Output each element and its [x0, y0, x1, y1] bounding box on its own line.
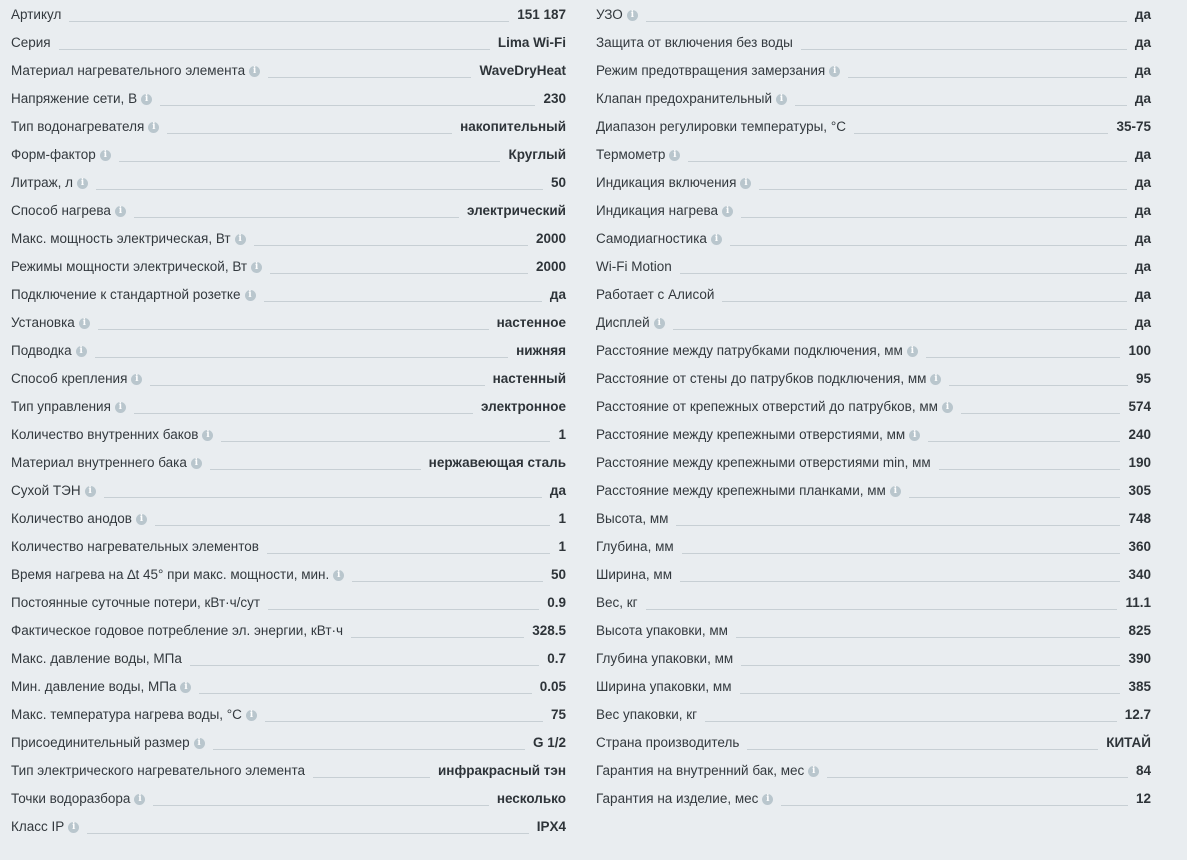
leader-line: [96, 189, 543, 190]
specs-column-right: [596, 0, 1151, 813]
spec-value: 1: [558, 539, 566, 555]
leader-line: [676, 525, 1120, 526]
spec-label: Артикул: [11, 7, 62, 23]
spec-label: Время нагрева на ∆t 45° при макс. мощности, мин.: [11, 567, 330, 583]
spec-row: [596, 477, 1151, 505]
leader-line: [827, 777, 1128, 778]
spec-row: [596, 617, 1151, 645]
spec-row: [596, 29, 1151, 57]
spec-row: [11, 393, 566, 421]
leader-line: [95, 357, 508, 358]
spec-label: Термометр: [596, 147, 666, 163]
spec-label: Защита от включения без воды: [596, 35, 793, 51]
info-icon[interactable]: i: [77, 178, 88, 189]
spec-row: [596, 253, 1151, 281]
spec-row: [11, 1, 566, 29]
leader-line: [351, 637, 524, 638]
spec-label: Материал нагревательного элемента: [11, 63, 246, 79]
spec-value: да: [1134, 175, 1151, 191]
leader-line: [352, 581, 543, 582]
spec-row: [596, 141, 1151, 169]
spec-label: Серия: [11, 35, 51, 51]
spec-value: 360: [1128, 539, 1151, 555]
info-icon[interactable]: i: [79, 318, 90, 329]
info-icon[interactable]: i: [942, 402, 953, 413]
spec-label: Режим предотвращения замерзания: [596, 63, 826, 79]
spec-value: инфракрасный тэн: [438, 763, 566, 779]
spec-value: настенное: [496, 315, 566, 331]
leader-line: [268, 609, 539, 610]
leader-line: [119, 161, 501, 162]
spec-label: Расстояние между крепежными отверстиями min, мм: [596, 455, 931, 471]
leader-line: [199, 693, 531, 694]
info-icon[interactable]: i: [907, 346, 918, 357]
spec-label: Способ нагрева: [11, 203, 111, 219]
spec-label: Макс. давление воды, МПа: [11, 651, 182, 667]
spec-value: да: [1134, 7, 1151, 23]
leader-line: [909, 497, 1121, 498]
leader-line: [265, 721, 543, 722]
leader-line: [254, 245, 528, 246]
spec-value: 340: [1128, 567, 1151, 583]
leader-line: [646, 21, 1127, 22]
spec-row: [11, 645, 566, 673]
leader-line: [759, 189, 1127, 190]
leader-line: [926, 357, 1121, 358]
spec-row: [11, 813, 566, 841]
leader-line: [961, 413, 1121, 414]
spec-row: [11, 617, 566, 645]
info-icon[interactable]: i: [148, 122, 159, 133]
spec-label: Самодиагностика: [596, 231, 707, 247]
spec-label: Установка: [11, 315, 75, 331]
leader-line: [270, 273, 528, 274]
spec-value: 240: [1128, 427, 1151, 443]
info-icon[interactable]: i: [115, 402, 126, 413]
leader-line: [134, 217, 459, 218]
specs-column-left: [11, 0, 566, 841]
spec-value: да: [1134, 91, 1151, 107]
leader-line: [730, 245, 1127, 246]
info-icon[interactable]: i: [141, 94, 152, 105]
spec-value: 95: [1135, 371, 1151, 387]
spec-label: Глубина, мм: [596, 539, 674, 555]
spec-row: [596, 1, 1151, 29]
leader-line: [740, 693, 1121, 694]
leader-line: [741, 217, 1127, 218]
spec-value: 50: [550, 567, 566, 583]
spec-label: Ширина упаковки, мм: [596, 679, 732, 695]
spec-value: 84: [1135, 763, 1151, 779]
info-icon[interactable]: i: [333, 570, 344, 581]
spec-row: [11, 141, 566, 169]
spec-row: [11, 477, 566, 505]
leader-line: [854, 133, 1109, 134]
spec-label: Подключение к стандартной розетке: [11, 287, 241, 303]
spec-row: [11, 365, 566, 393]
spec-row: [596, 589, 1151, 617]
spec-label: Глубина упаковки, мм: [596, 651, 734, 667]
spec-label: Ширина, мм: [596, 567, 672, 583]
spec-label: Присоединительный размер: [11, 735, 190, 751]
spec-row: [11, 505, 566, 533]
spec-label: Индикация нагрева: [596, 203, 719, 219]
info-icon[interactable]: i: [829, 66, 840, 77]
spec-value: Lima Wi-Fi: [497, 35, 566, 51]
leader-line: [688, 161, 1127, 162]
spec-row: [596, 757, 1151, 785]
spec-value: 0.9: [547, 595, 566, 611]
leader-line: [155, 525, 551, 526]
spec-row: [11, 701, 566, 729]
spec-label: Сухой ТЭН: [11, 483, 81, 499]
info-icon[interactable]: i: [131, 374, 142, 385]
spec-row: [596, 421, 1151, 449]
spec-row: [596, 393, 1151, 421]
spec-label: Макс. мощность электрическая, Вт: [11, 231, 231, 247]
info-icon[interactable]: i: [808, 766, 819, 777]
info-icon[interactable]: i: [890, 486, 901, 497]
spec-value: 2000: [535, 231, 566, 247]
spec-value: настенный: [492, 371, 566, 387]
spec-row: [596, 169, 1151, 197]
info-icon[interactable]: i: [909, 430, 920, 441]
info-icon[interactable]: i: [711, 234, 722, 245]
leader-line: [680, 581, 1120, 582]
info-icon[interactable]: i: [68, 822, 79, 833]
spec-label: Расстояние между крепежными отверстиями, мм: [596, 427, 906, 443]
spec-row: [11, 225, 566, 253]
spec-value: Круглый: [508, 147, 566, 163]
spec-row: [11, 337, 566, 365]
spec-row: [596, 225, 1151, 253]
leader-line: [160, 105, 535, 106]
info-icon[interactable]: i: [191, 458, 202, 469]
spec-value: несколько: [496, 791, 566, 807]
spec-label: Макс. температура нагрева воды, °С: [11, 707, 242, 723]
spec-value: электронное: [481, 399, 566, 415]
leader-line: [939, 469, 1121, 470]
info-icon[interactable]: i: [115, 206, 126, 217]
info-icon[interactable]: i: [85, 486, 96, 497]
leader-line: [264, 301, 542, 302]
spec-row: [596, 701, 1151, 729]
spec-value: 390: [1128, 651, 1151, 667]
spec-value: да: [1134, 231, 1151, 247]
spec-label: Тип электрического нагревательного элемента: [11, 763, 306, 779]
info-icon[interactable]: i: [134, 794, 145, 805]
spec-label: Дисплей: [596, 315, 650, 331]
spec-label: УЗО: [596, 7, 623, 23]
spec-label: Работает с Алисой: [596, 287, 715, 303]
info-icon[interactable]: i: [669, 150, 680, 161]
info-icon[interactable]: i: [930, 374, 941, 385]
spec-label: Тип водонагревателя: [11, 119, 145, 135]
leader-line: [69, 21, 509, 22]
spec-value: 35-75: [1116, 119, 1151, 135]
spec-value: да: [1134, 287, 1151, 303]
spec-row: [596, 309, 1151, 337]
info-icon[interactable]: i: [202, 430, 213, 441]
spec-value: 11.1: [1125, 595, 1151, 611]
spec-value: 190: [1128, 455, 1151, 471]
spec-row: [11, 113, 566, 141]
spec-row: [11, 449, 566, 477]
spec-value: 12.7: [1124, 707, 1151, 723]
spec-row: [596, 365, 1151, 393]
spec-label: Вес, кг: [596, 595, 638, 611]
spec-label: Расстояние от крепежных отверстий до патрубков, мм: [596, 399, 938, 415]
leader-line: [741, 665, 1120, 666]
spec-label: Материал внутреннего бака: [11, 455, 187, 471]
leader-line: [680, 273, 1127, 274]
spec-value: накопительный: [460, 119, 566, 135]
info-icon[interactable]: i: [76, 346, 87, 357]
spec-value: WaveDryHeat: [479, 63, 566, 79]
spec-row: [596, 281, 1151, 309]
spec-label: Литраж, л: [11, 175, 74, 191]
spec-value: 825: [1128, 623, 1151, 639]
spec-value: 1: [558, 427, 566, 443]
info-icon[interactable]: i: [762, 794, 773, 805]
leader-line: [722, 301, 1127, 302]
leader-line: [646, 609, 1118, 610]
spec-value: 12: [1135, 791, 1151, 807]
leader-line: [313, 777, 430, 778]
info-icon[interactable]: i: [740, 178, 751, 189]
spec-row: [596, 673, 1151, 701]
spec-label: Количество внутренних баков: [11, 427, 199, 443]
spec-value: 1: [558, 511, 566, 527]
spec-row: [596, 57, 1151, 85]
spec-value: 75: [550, 707, 566, 723]
leader-line: [747, 749, 1098, 750]
spec-row: [596, 645, 1151, 673]
spec-label: Клапан предохранительный: [596, 91, 773, 107]
spec-value: нержавеющая сталь: [428, 455, 566, 471]
info-icon[interactable]: i: [251, 262, 262, 273]
spec-value: 748: [1128, 511, 1151, 527]
leader-line: [104, 497, 542, 498]
leader-line: [801, 49, 1127, 50]
spec-row: [11, 29, 566, 57]
spec-label: Гарантия на внутренний бак, мес: [596, 763, 805, 779]
info-icon[interactable]: i: [235, 234, 246, 245]
spec-label: Способ крепления: [11, 371, 128, 387]
spec-value: да: [549, 483, 566, 499]
leader-line: [682, 553, 1121, 554]
spec-label: Подводка: [11, 343, 72, 359]
spec-row: [596, 197, 1151, 225]
spec-value: 50: [550, 175, 566, 191]
spec-row: [596, 337, 1151, 365]
spec-value: нижняя: [516, 343, 566, 359]
spec-label: Wi-Fi Motion: [596, 259, 672, 275]
spec-row: [11, 309, 566, 337]
spec-label: Расстояние от стены до патрубков подключения, мм: [596, 371, 927, 387]
leader-line: [153, 805, 488, 806]
leader-line: [221, 441, 550, 442]
leader-line: [267, 553, 551, 554]
spec-value: 230: [543, 91, 566, 107]
info-icon[interactable]: i: [654, 318, 665, 329]
spec-row: [11, 197, 566, 225]
spec-label: Высота упаковки, мм: [596, 623, 728, 639]
spec-value: 305: [1128, 483, 1151, 499]
spec-label: Расстояние между патрубками подключения, мм: [596, 343, 903, 359]
leader-line: [134, 413, 473, 414]
spec-row: [11, 757, 566, 785]
spec-value: да: [1134, 259, 1151, 275]
spec-value: 328.5: [532, 623, 566, 639]
spec-label: Высота, мм: [596, 511, 669, 527]
spec-label: Мин. давление воды, МПа: [11, 679, 177, 695]
spec-label: Количество нагревательных элементов: [11, 539, 259, 555]
spec-row: [11, 85, 566, 113]
spec-value: да: [1134, 203, 1151, 219]
spec-value: да: [549, 287, 566, 303]
spec-label: Гарантия на изделие, мес: [596, 791, 759, 807]
spec-row: [11, 785, 566, 813]
spec-value: да: [1134, 147, 1151, 163]
leader-line: [848, 77, 1127, 78]
spec-value: 385: [1128, 679, 1151, 695]
spec-row: [596, 449, 1151, 477]
spec-label: Страна производитель: [596, 735, 740, 751]
spec-row: [11, 561, 566, 589]
spec-label: Диапазон регулировки температуры, °С: [596, 119, 846, 135]
spec-row: [11, 589, 566, 617]
info-icon[interactable]: i: [246, 710, 257, 721]
spec-label: Вес упаковки, кг: [596, 707, 698, 723]
leader-line: [190, 665, 539, 666]
spec-value: 0.05: [539, 679, 566, 695]
leader-line: [59, 49, 490, 50]
info-icon[interactable]: i: [100, 150, 111, 161]
leader-line: [210, 469, 421, 470]
spec-row: [596, 729, 1151, 757]
spec-value: 0.7: [547, 651, 566, 667]
spec-value: электрический: [467, 203, 566, 219]
leader-line: [167, 133, 452, 134]
spec-row: [11, 169, 566, 197]
spec-label: Тип управления: [11, 399, 111, 415]
spec-label: Форм-фактор: [11, 147, 96, 163]
spec-row: [11, 533, 566, 561]
info-icon[interactable]: i: [722, 206, 733, 217]
spec-value: 574: [1128, 399, 1151, 415]
spec-label: Расстояние между крепежными планками, мм: [596, 483, 886, 499]
info-icon[interactable]: i: [180, 682, 191, 693]
leader-line: [98, 329, 489, 330]
spec-value: 2000: [535, 259, 566, 275]
leader-line: [705, 721, 1117, 722]
spec-row: [596, 561, 1151, 589]
spec-row: [11, 253, 566, 281]
spec-label: Режимы мощности электрической, Вт: [11, 259, 248, 275]
leader-line: [736, 637, 1121, 638]
spec-row: [11, 281, 566, 309]
spec-label: Индикация включения: [596, 175, 737, 191]
leader-line: [949, 385, 1128, 386]
spec-label: Точки водоразбора: [11, 791, 131, 807]
spec-label: Постоянные суточные потери, кВт·ч/сут: [11, 595, 261, 611]
spec-row: [11, 421, 566, 449]
spec-value: IPX4: [536, 819, 566, 835]
leader-line: [213, 749, 525, 750]
info-icon[interactable]: i: [245, 290, 256, 301]
spec-label: Фактическое годовое потребление эл. энергии, кВт·ч: [11, 623, 344, 639]
spec-row: [11, 729, 566, 757]
spec-row: [596, 505, 1151, 533]
spec-row: [11, 673, 566, 701]
info-icon[interactable]: i: [249, 66, 260, 77]
spec-value: 151 187: [517, 7, 566, 23]
spec-row: [596, 113, 1151, 141]
leader-line: [87, 833, 528, 834]
spec-row: [11, 57, 566, 85]
spec-value: да: [1134, 63, 1151, 79]
leader-line: [781, 805, 1128, 806]
spec-value: G 1/2: [532, 735, 566, 751]
spec-row: [596, 785, 1151, 813]
leader-line: [673, 329, 1127, 330]
leader-line: [150, 385, 484, 386]
info-icon[interactable]: i: [194, 738, 205, 749]
spec-value: КИТАЙ: [1106, 735, 1151, 751]
spec-label: Количество анодов: [11, 511, 132, 527]
spec-row: [596, 85, 1151, 113]
spec-row: [596, 533, 1151, 561]
spec-value: да: [1134, 35, 1151, 51]
info-icon[interactable]: i: [776, 94, 787, 105]
leader-line: [928, 441, 1120, 442]
leader-line: [795, 105, 1127, 106]
info-icon[interactable]: i: [136, 514, 147, 525]
leader-line: [268, 77, 471, 78]
info-icon[interactable]: i: [627, 10, 638, 21]
spec-value: да: [1134, 315, 1151, 331]
spec-label: Класс IP: [11, 819, 65, 835]
spec-value: 100: [1128, 343, 1151, 359]
spec-label: Напряжение сети, В: [11, 91, 138, 107]
